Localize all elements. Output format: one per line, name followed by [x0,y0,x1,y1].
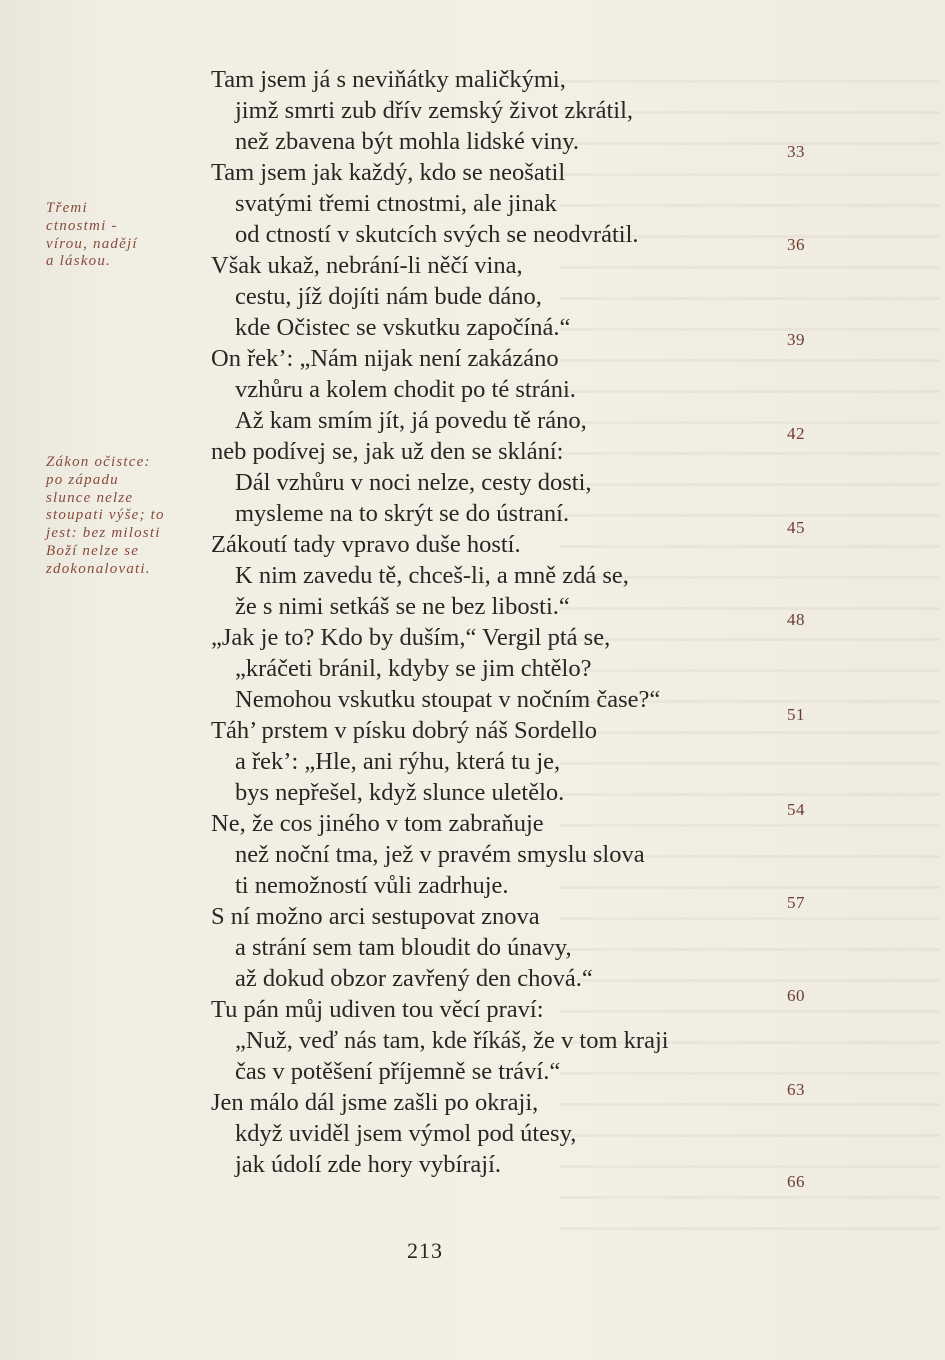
verse-line: Ne, že cos jiného v tom zabraňuje [211,810,544,837]
verse-line: cestu, jíž dojíti nám bude dáno, [235,283,542,310]
verse-line: Až kam smím jít, já povedu tě ráno, [235,407,587,434]
line-number: 51 [787,705,805,724]
verse-line: K nim zavedu tě, chceš-li, a mně zdá se, [235,562,629,589]
verse-line: neb podívej se, jak už den se sklání: [211,438,564,465]
verse-line: vzhůru a kolem chodit po té stráni. [235,376,576,403]
verse-line: až dokud obzor zavřený den chová.“ [235,965,593,992]
line-number: 36 [787,235,805,254]
line-number: 45 [787,518,805,537]
verse-line: čas v potěšení příjemně se tráví.“ [235,1058,561,1085]
verse-line: Tam jsem jak každý, kdo se neošatil [211,159,566,186]
verse-line: Nemohou vskutku stoupat v nočním čase?“ [235,686,661,713]
gloss-line: a láskou. [46,253,111,270]
line-number: 54 [787,800,805,819]
verse-line: jimž smrti zub dřív zemský život zkrátil, [235,97,634,124]
line-number: 66 [787,1172,805,1191]
verse-line: „kráčeti bránil, kdyby se jim chtělo? [235,655,592,682]
verse-line: Dál vzhůru v noci nelze, cesty dosti, [235,469,592,496]
gloss-line: po západu [46,471,119,488]
line-number: 33 [787,142,805,161]
verse-line: od ctností v skutcích svých se neodvrátil. [235,221,639,248]
verse-line: Zákoutí tady vpravo duše hostí. [211,531,521,558]
line-number: 57 [787,893,805,912]
poem-text [211,64,771,1180]
verse-line: mysleme na to skrýt se do ústraní. [235,500,570,527]
verse-line: „Nuž, veď nás tam, kde říkáš, že v tom kraji [235,1027,669,1054]
verse-line: On řek’: „Nám nijak není zakázáno [211,345,559,372]
verse-line: než noční tma, jež v pravém smyslu slova [235,841,645,868]
verse-line: „Jak je to? Kdo by duším,“ Vergil ptá se, [211,624,611,651]
margin-gloss-law [46,454,196,579]
verse-line: Táh’ prstem v písku dobrý náš Sordello [211,717,598,744]
gloss-line: ctnostmi - [46,217,118,234]
line-number: 60 [787,986,805,1005]
gloss-line: vírou, nadějí [46,235,138,252]
gloss-line: Zákon očistce: [46,454,151,470]
verse-line: bys nepřešel, když slunce uletělo. [235,779,565,806]
verse-line: když uviděl jsem výmol pod útesy, [235,1120,577,1147]
gloss-line: jest: bez milosti [46,525,161,542]
verse-line: S ní možno arci sestupovat znova [211,903,540,930]
gloss-line: stoupati výše; to [46,507,165,524]
line-number: 63 [787,1080,805,1099]
verse-line: Však ukaž, nebrání-li něčí vina, [211,252,523,279]
line-number: 42 [787,424,805,443]
verse-line: Tam jsem já s neviňátky maličkými, [211,66,566,93]
verse-line: než zbavena být mohla lidské viny. [235,128,580,155]
line-number: 48 [787,610,805,629]
verse-line: Jen málo dál jsme zašli po okraji, [211,1089,539,1116]
gloss-line: Boží nelze se [46,542,140,559]
line-number: 39 [787,330,805,349]
verse-line: a řek’: „Hle, ani rýhu, která tu je, [235,748,561,775]
verse-line: svatými třemi ctnostmi, ale jinak [235,190,557,217]
verse-line: jak údolí zde hory vybírají. [235,1151,502,1178]
page-number: 213 [407,1238,443,1263]
verse-line: a strání sem tam bloudit do únavy, [235,934,572,961]
verse-line: ti nemožností vůli zadrhuje. [235,872,509,899]
verse-line: Tu pán můj udiven tou věcí praví: [211,996,544,1023]
verse-line: že s nimi setkáš se ne bez libosti.“ [235,593,570,620]
gloss-line: zdokonalovati. [46,560,151,577]
margin-gloss-virtues [46,200,196,271]
verse-line: kde Očistec se vskutku započíná.“ [235,314,571,341]
gloss-line: slunce nelze [46,489,134,506]
gloss-line: Třemi [46,200,88,216]
